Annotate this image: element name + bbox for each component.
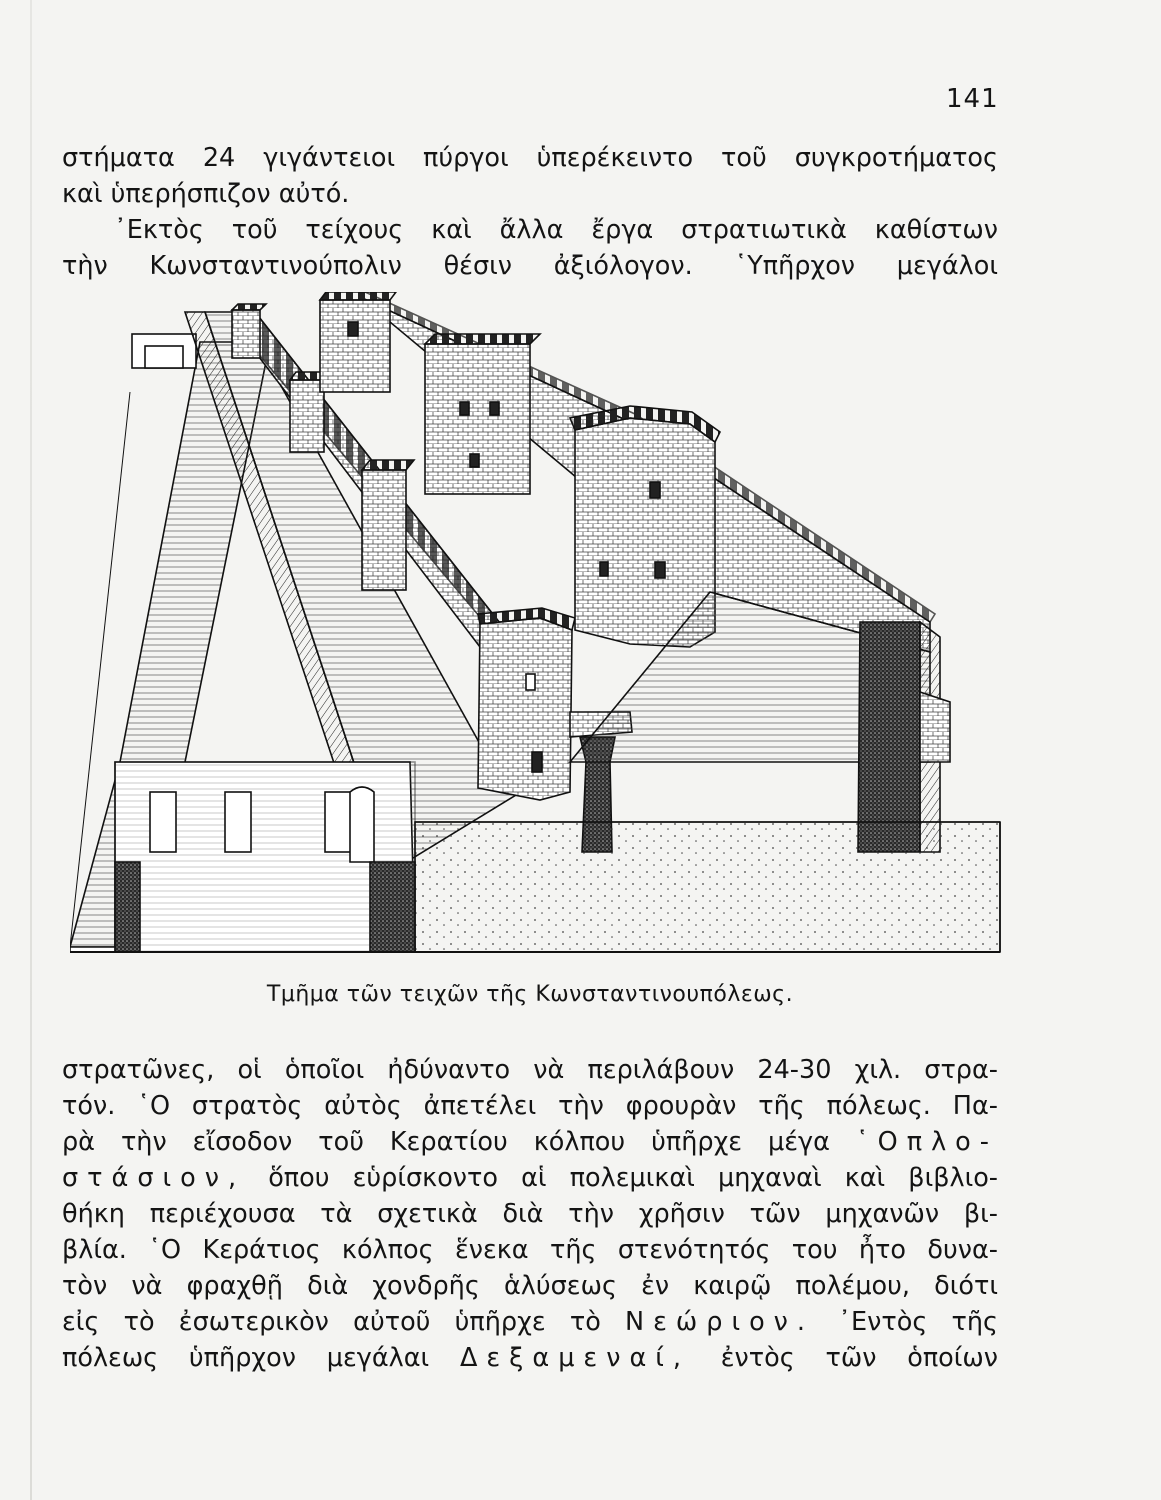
bottom-paragraph — [62, 1052, 998, 1376]
tower-small-2 — [290, 380, 324, 452]
section-pier-mid — [370, 862, 415, 952]
page-crease — [30, 0, 32, 1500]
ground — [415, 822, 1000, 952]
spaced-term: στάσιον, — [62, 1163, 246, 1193]
text-line: καὶ ὑπερήσπιζον αὐτό. — [62, 179, 350, 209]
text-line: τόν. ῾Ο στρατὸς αὐτὸς ἀπετέλει τὴν φρουρὰν τῆς πόλεως. Πα- — [62, 1091, 998, 1121]
spaced-term: ῾Οπλο- — [855, 1127, 998, 1157]
text-line: ᾿Εκτὸς τοῦ τείχους καὶ ἄλλα ἔργα στρατιωτικὰ καθίστων — [114, 215, 998, 245]
text-line: τὸν νὰ φραχθῇ διὰ χονδρῆς ἁλύσεως ἐν καιρῷ πολέμου, διότι — [62, 1271, 998, 1301]
text-line: στρατῶνες, οἱ ὁποῖοι ἠδύναντο νὰ περιλάβουν 24-30 χιλ. στρα- — [62, 1055, 998, 1085]
text-segment: ὅπου εὑρίσκοντο αἱ πολεμικαὶ μηχαναὶ καὶ βιβλιο- — [245, 1163, 998, 1193]
walls-drawing — [70, 292, 1002, 960]
tower-round-front — [478, 618, 572, 800]
spaced-term: Δεξαμεναί, — [459, 1343, 690, 1373]
text-line — [62, 1304, 998, 1340]
page-number: 141 — [946, 84, 999, 114]
text-segment: ρὰ τὴν εἴσοδον τοῦ Κερατίου κόλπου ὑπῆρχε μέγα — [62, 1127, 856, 1157]
text-line: στήματα 24 γιγάντειοι πύργοι ὑπερέκειντο τοῦ συγκροτήματος — [62, 143, 998, 173]
spaced-term: Νεώριον. — [625, 1307, 815, 1337]
text-segment: ἐντὸς τῶν ὁποίων — [690, 1343, 998, 1373]
walls-illustration — [70, 292, 1002, 960]
text-segment: εἰς τὸ ἐσωτερικὸν αὐτοῦ ὑπῆρχε τὸ — [62, 1307, 626, 1337]
tower-large-rear — [320, 300, 390, 392]
text-segment: πόλεως ὑπῆρχον μεγάλαι — [62, 1343, 460, 1373]
figure-caption: Τμῆμα τῶν τειχῶν τῆς Κωνσταντινουπόλεως. — [266, 982, 794, 1007]
text-line: θήκη περιέχουσα τὰ σχετικὰ διὰ τὴν χρῆσιν τῶν μηχανῶν βι- — [62, 1199, 998, 1229]
text-line — [62, 1160, 998, 1196]
pier-right — [858, 622, 920, 852]
text-line: βλία. ῾Ο Κεράτιος κόλπος ἕνεκα τῆς στενότητός του ἦτο δυνα- — [62, 1235, 998, 1265]
text-segment: ᾿Εντὸς τῆς — [814, 1307, 998, 1337]
tower-large-middle — [425, 344, 530, 494]
top-paragraph — [62, 140, 998, 284]
tower-small-1 — [232, 310, 260, 358]
text-line: τὴν Κωνσταντινούπολιν θέσιν ἀξιόλογον. ῾Υπῆρχον μεγάλοι — [62, 251, 998, 281]
section-pier-left — [115, 862, 140, 952]
text-line — [62, 1124, 998, 1160]
tower-small-3 — [362, 470, 406, 590]
text-line — [62, 1340, 998, 1376]
